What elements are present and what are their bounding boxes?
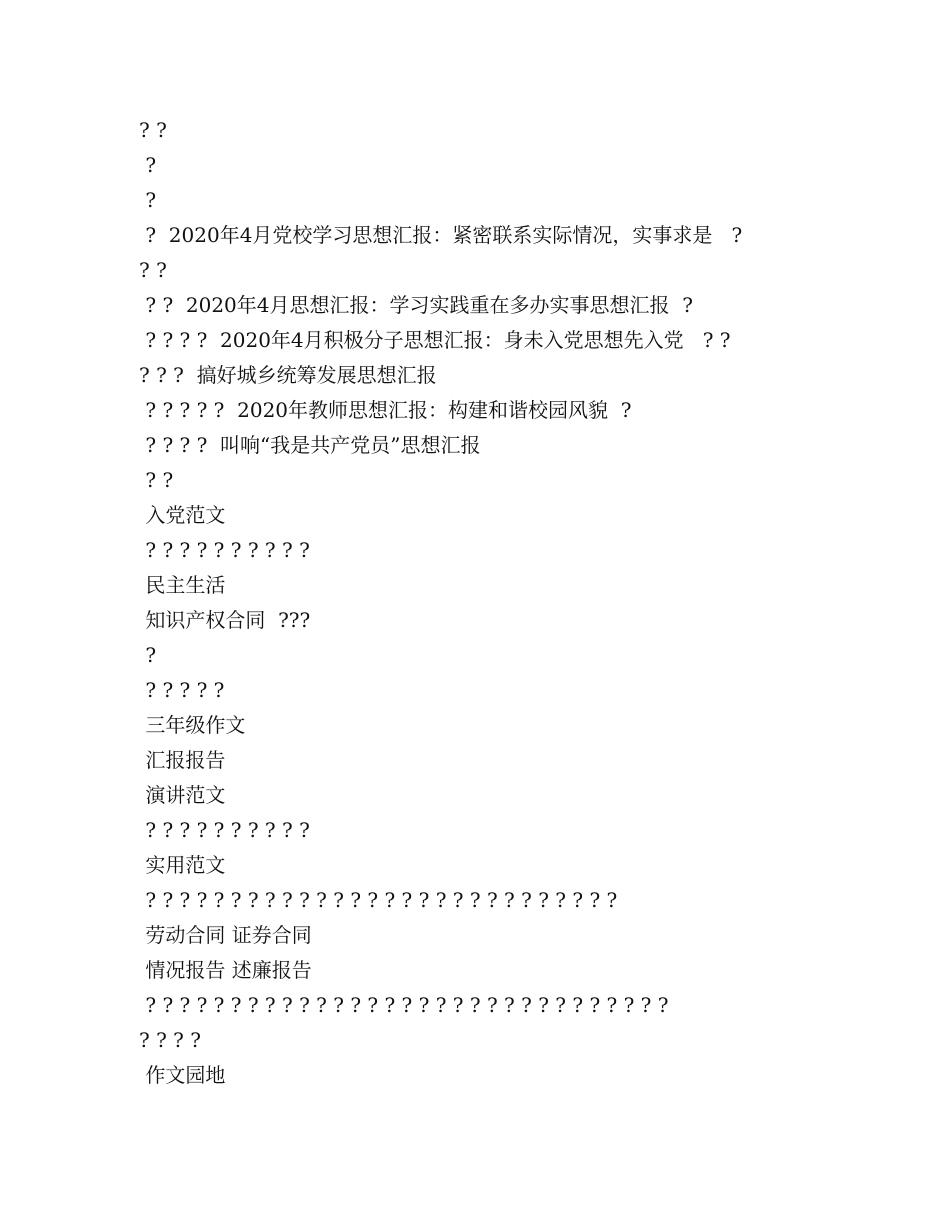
text-line: ? ? ? ? ? — [139, 678, 225, 702]
document-body — [139, 113, 819, 1093]
article-title-line: ? ? ? ? 叫响“我是共产党员”思想汇报 — [139, 433, 481, 457]
category-label: 三年级作文 — [139, 713, 246, 737]
category-label: 汇报报告 — [139, 748, 226, 772]
category-label: 入党范文 — [139, 503, 226, 527]
category-label: 知识产权合同 ??? — [139, 608, 311, 632]
text-line: ? ? ? ? ? ? ? ? ? ? ? ? ? ? ? ? ? ? ? ? ? ? ? ? ? ? ? ? ? ? ? — [139, 993, 669, 1017]
text-line: ? — [139, 643, 157, 667]
text-line: ? ? — [139, 468, 174, 492]
category-label: 实用范文 — [139, 853, 226, 877]
article-title-line: ? ? ? ? 2020年4月积极分子思想汇报：身未入党思想先入党 ? ? — [139, 328, 731, 352]
text-line: ? ? ? ? ? ? ? ? ? ? — [139, 818, 310, 842]
text-line: ? ? — [139, 258, 167, 282]
article-title-line: ? ? ? 搞好城乡统筹发展思想汇报 — [139, 363, 437, 387]
text-line: ? — [139, 153, 157, 177]
article-title-line: ? 2020年4月党校学习思想汇报：紧密联系实际情况，实事求是 ? — [139, 223, 743, 247]
article-title-line: ? ? 2020年4月思想汇报：学习实践重在多办实事思想汇报 ? — [139, 293, 693, 317]
text-line: ? — [139, 188, 157, 212]
text-line: ? ? ? ? ? ? ? ? ? ? — [139, 538, 310, 562]
category-label: 劳动合同 证券合同 — [139, 923, 312, 947]
text-line: ? ? ? ? — [139, 1028, 201, 1052]
text-line: ? ? ? ? ? ? ? ? ? ? ? ? ? ? ? ? ? ? ? ? ? ? ? ? ? ? ? ? — [139, 888, 618, 912]
category-label: 演讲范文 — [139, 783, 226, 807]
category-label: 作文园地 — [139, 1063, 226, 1087]
article-title-line: ? ? ? ? ? 2020年教师思想汇报：构建和谐校园风貌 ? — [139, 398, 632, 422]
category-label: 民主生活 — [139, 573, 226, 597]
text-line: ? ? — [139, 118, 167, 142]
category-label: 情况报告 述廉报告 — [139, 958, 312, 982]
